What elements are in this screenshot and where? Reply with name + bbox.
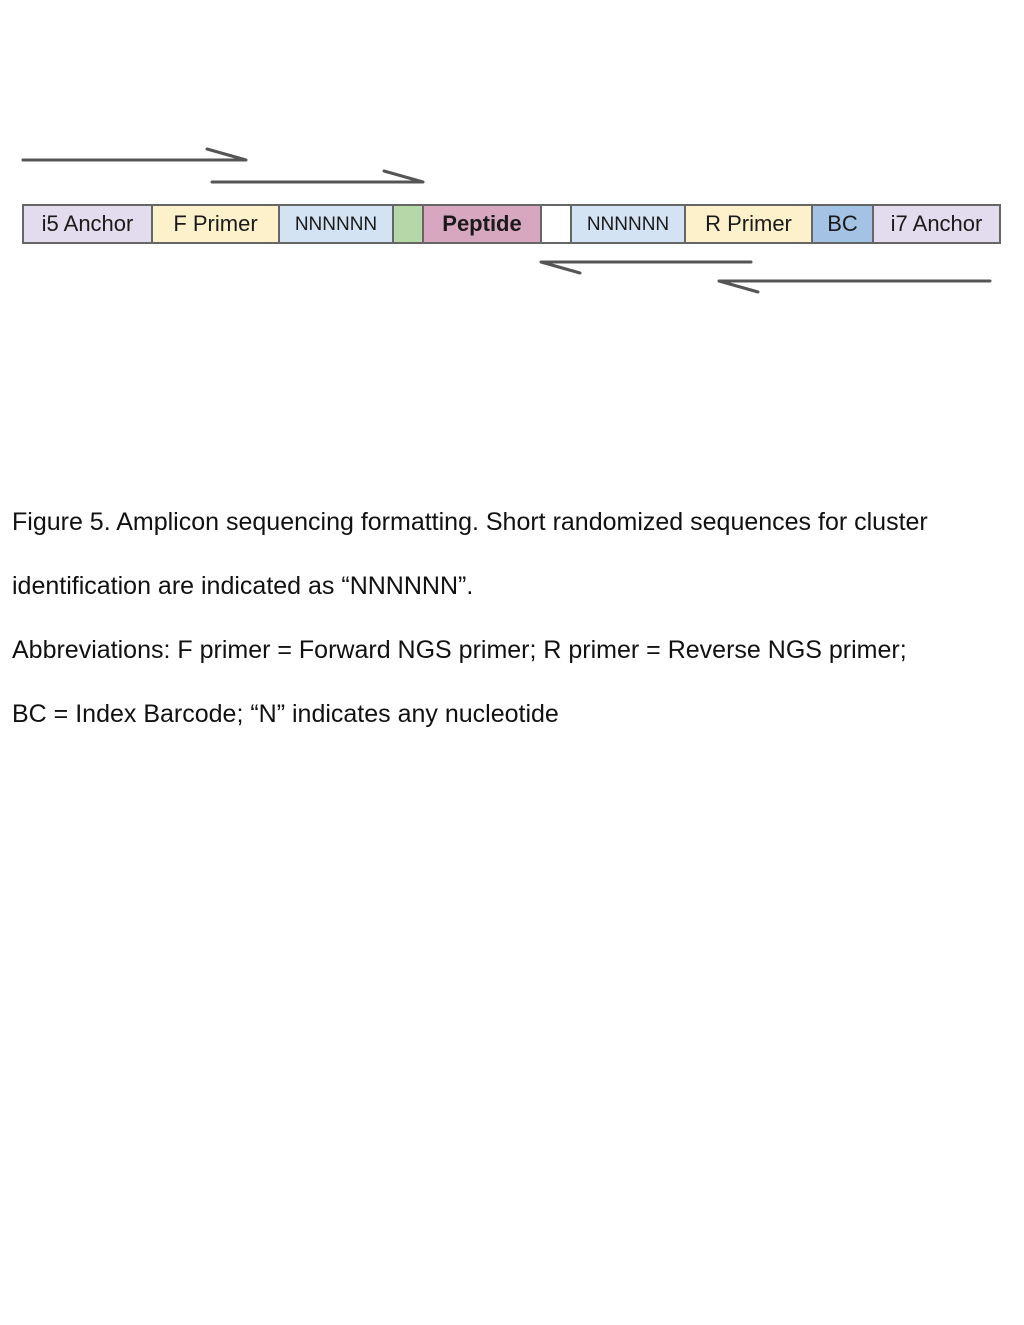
- caption-line-2: identification are indicated as “NNNNNN”.: [12, 572, 474, 600]
- amplicon-diagram: [0, 0, 1024, 320]
- reverse-arrow-outer: [719, 281, 990, 292]
- segment-label-r-primer: R Primer: [705, 210, 792, 236]
- segment-label-i7-anchor: i7 Anchor: [890, 210, 983, 236]
- segment-label-nnnnnn-2: NNNNNN: [586, 214, 670, 236]
- caption-line-1: Figure 5. Amplicon sequencing formatting. Short randomized sequences for cluster: [12, 508, 928, 536]
- segment-linker-green: [393, 205, 423, 243]
- caption-line-4: BC = Index Barcode; “N” indicates any nucleotide: [12, 700, 559, 728]
- segment-label-nnnnnn-1: NNNNNN: [294, 214, 378, 236]
- segment-label-f-primer: F Primer: [173, 210, 258, 236]
- amplicon-segments: [23, 205, 1000, 243]
- segment-spacer-white: [541, 205, 571, 243]
- segment-label-bc: BC: [827, 210, 858, 236]
- caption-line-3: Abbreviations: F primer = Forward NGS primer; R primer = Reverse NGS primer;: [12, 636, 907, 664]
- figure-caption: [12, 490, 1012, 746]
- reverse-arrow-inner: [541, 262, 751, 273]
- segment-label-i5-anchor: i5 Anchor: [41, 210, 134, 236]
- forward-arrow-outer: [23, 149, 246, 160]
- forward-arrow-inner: [212, 171, 423, 182]
- segment-label-peptide: Peptide: [442, 210, 522, 236]
